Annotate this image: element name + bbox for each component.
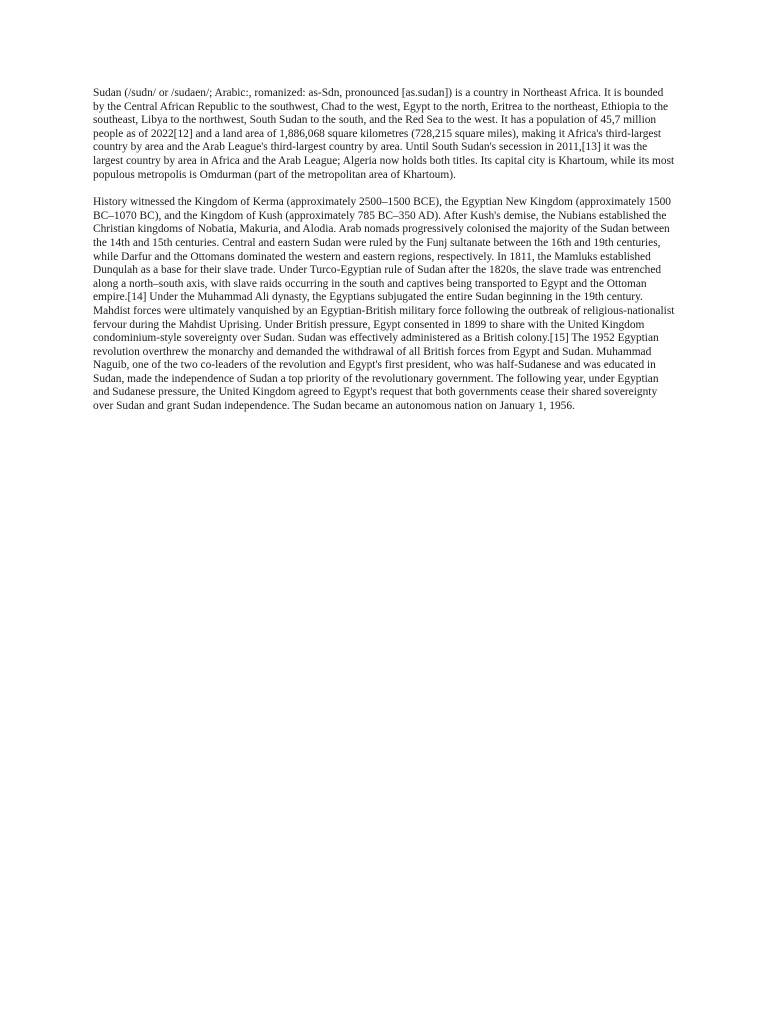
document-body xyxy=(93,87,677,428)
paragraph-history: History witnessed the Kingdom of Kerma (approximately 2500–1500 BCE), the Egyptian New Kingdom (approximately 1500 BC–1070 BC), and the Kingdom of Kush (approximately 785 BC–350 AD). After Kush's demise, the Nubians established the Christian kingdoms of Nobatia, Makuria, and Alodia. Arab nomads progressively colonised the majority of the Sudan between the 14th and 15th centuries. Central and eastern Sudan were ruled by the Funj sultanate between the 16th and 19th centuries, while Darfur and the Ottomans dominated the western and eastern regions, respectively. In 1811, the Mamluks established Dunqulah as a base for their slave trade. Under Turco-Egyptian rule of Sudan after the 1820s, the slave trade was entrenched along a north–south axis, with slave raids occurring in the south and captives being transported to Egypt and the Ottoman empire.[14] Under the Muhammad Ali dynasty, the Egyptians subjugated the entire Sudan beginning in the 19th century. Mahdist forces were ultimately vanquished by an Egyptian-British military force following the outbreak of religious-nationalist fervour during the Mahdist Uprising. Under British pressure, Egypt consented in 1899 to share with the United Kingdom condominium-style sovereignty over Sudan. Sudan was effectively administered as a British colony.[15] The 1952 Egyptian revolution overthrew the monarchy and demanded the withdrawal of all British forces from Egypt and Sudan. Muhammad Naguib, one of the two co-leaders of the revolution and Egypt's first president, who was half-Sudanese and was educated in Sudan, made the independence of Sudan a top priority of the revolutionary government. The following year, under Egyptian and Sudanese pressure, the United Kingdom agreed to Egypt's request that both governments cease their shared sovereignty over Sudan and grant Sudan independence. The Sudan became an autonomous nation on January 1, 1956. xyxy=(93,196,675,413)
paragraph-intro: Sudan (/sudn/ or /sudaen/; Arabic:, romanized: as-Sdn, pronounced [as.sudan]) is a country in Northeast Africa. It is bounded by the Central African Republic to the southwest, Chad to the west, Egypt to the north, Eritrea to the northeast, Ethiopia to the southeast, Libya to the northwest, South Sudan to the south, and the Red Sea to the west. It has a population of 45,7 million people as of 2022[12] and a land area of 1,886,068 square kilometres (728,215 square miles), making it Africa's third-largest country by area and the Arab League's third-largest country by area. Until South Sudan's secession in 2011,[13] it was the largest country by area in Africa and the Arab League; Algeria now holds both titles. Its capital city is Khartoum, while its most populous metropolis is Omdurman (part of the metropolitan area of Khartoum). xyxy=(93,87,675,181)
